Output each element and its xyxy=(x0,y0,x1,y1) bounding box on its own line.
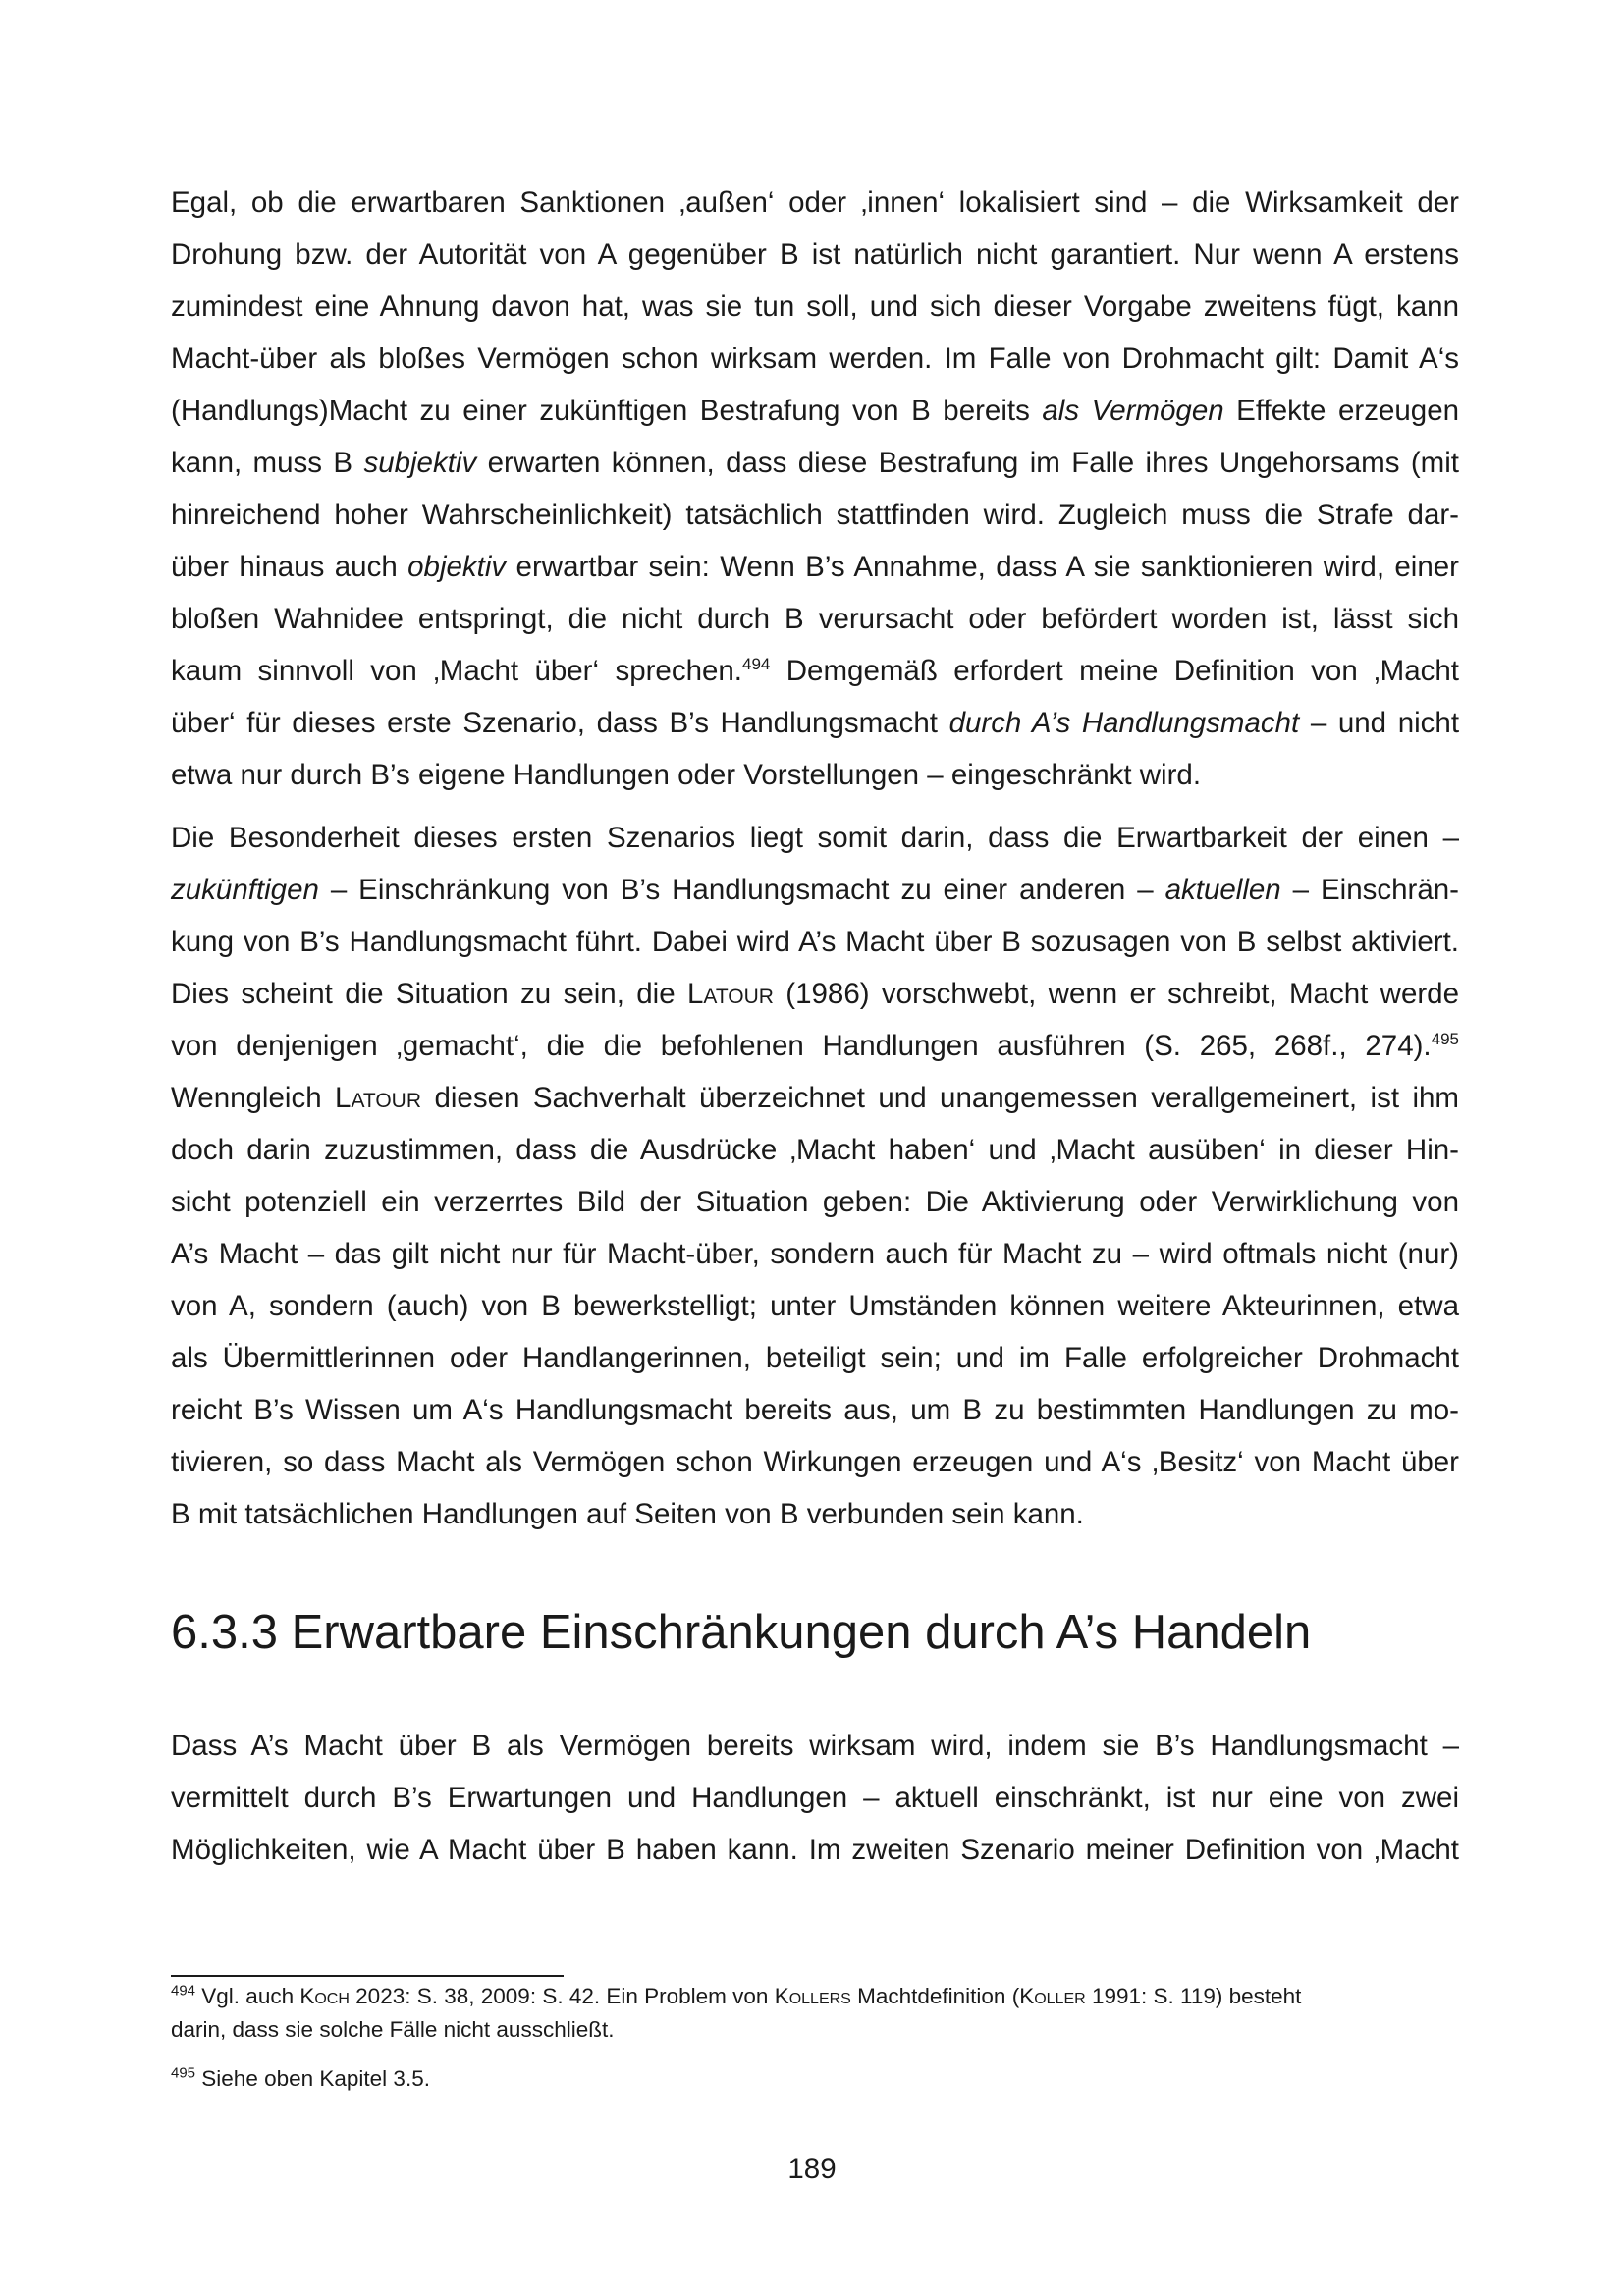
footnote-495 xyxy=(171,2062,1459,2096)
p2-line: tivieren, so dass Macht als Vermögen schon Wirkungen erzeugen und A‘s ‚Besitz‘ von Macht über xyxy=(171,1446,1459,1478)
footnote-ref-494[interactable]: 494 xyxy=(742,655,771,674)
page-number: 189 xyxy=(787,2153,837,2185)
p2-line: sicht potenziell ein verzerrtes Bild der Situation geben: Die Aktivierung oder Verwirklichung von xyxy=(171,1186,1459,1218)
p1-line: über hinaus auch objektiv erwartbar sein: Wenn B’s Annahme, dass A sie sanktionieren wird, einer xyxy=(171,551,1459,583)
p1-line: Egal, ob die erwartbaren Sanktionen ‚außen‘ oder ‚innen‘ lokalisiert sind – die Wirksamkeit der xyxy=(171,187,1459,219)
p1-line: etwa nur durch B’s eigene Handlungen oder Vorstellungen – eingeschränkt wird. xyxy=(171,759,1202,791)
p2-line: als Übermittlerinnen oder Handlangerinnen, beteiligt sein; und im Falle erfolgreicher Drohmacht xyxy=(171,1342,1459,1374)
author-kollers: Kollers xyxy=(774,1984,851,2008)
p2-line: zukünftigen – Einschränkung von B’s Handlungsmacht zu einer anderen – aktuellen – Einschrän- xyxy=(171,874,1459,906)
p2-line: Wenngleich Latour diesen Sachverhalt überzeichnet und unangemessen verallgemeinert, ist ihm xyxy=(171,1082,1459,1114)
author-latour: Latour xyxy=(686,978,774,1010)
p1-line: über‘ für dieses erste Szenario, dass B’s Handlungsmacht durch A’s Handlungsmacht – und nicht xyxy=(171,707,1460,739)
author-koller: Koller xyxy=(1019,1984,1086,2008)
footnote-line: darin, dass sie solche Fälle nicht ausschließt. xyxy=(171,2017,615,2042)
emphasis-zukuenftigen: zukünftigen xyxy=(171,874,319,906)
p1-line: Drohung bzw. der Autorität von A gegenüber B ist natürlich nicht garantiert. Nur wenn A erstens xyxy=(171,239,1459,271)
p2-line: von A, sondern (auch) von B bewerkstelligt; unter Umständen können weitere Akteurinnen, etwa xyxy=(171,1290,1459,1322)
p3-line: Dass A’s Macht über B als Vermögen bereits wirksam wird, indem sie B’s Handlungsmacht – xyxy=(171,1730,1459,1762)
p2-line: von denjenigen ‚gemacht‘, die die befohlenen Handlungen ausführen (S. 265, 268f., 274).$^{495}$ xyxy=(171,1030,1459,1062)
paragraph-second-scenario xyxy=(171,1720,1459,1876)
p2-line: Die Besonderheit dieses ersten Szenarios liegt somit darin, dass die Erwartbarkeit der einen – xyxy=(171,822,1459,854)
emphasis-durch-a-handlungsmacht: durch A’s Handlungsmacht xyxy=(948,707,1300,739)
p1-line: (Handlungs)Macht zu einer zukünftigen Bestrafung von B bereits als Vermögen Effekte erzeugen xyxy=(171,395,1460,427)
p2-line: doch darin zuzustimmen, dass die Ausdrücke ‚Macht haben‘ und ‚Macht ausüben‘ in dieser Hin- xyxy=(171,1134,1459,1166)
footnote-ref-495[interactable]: 495 xyxy=(1431,1030,1459,1049)
footnote-line: $^{495}$ Siehe oben Kapitel 3.5. xyxy=(171,2064,430,2091)
author-koch: Koch xyxy=(299,1984,350,2008)
footnote-separator xyxy=(171,1975,564,1977)
p1-line: kann, muss B subjektiv erwarten können, dass diese Bestrafung im Falle ihres Ungehorsams (mit xyxy=(171,447,1459,479)
author-latour: Latour xyxy=(335,1082,422,1114)
footnote-line: $^{494}$ Vgl. auch Koch 2023: S. 38, 2009: S. 42. Ein Problem von Kollers Machtdefinition (Koller 1991: S. 119) besteht xyxy=(171,1982,1302,2008)
footnote-number: 495 xyxy=(171,2064,196,2082)
p2-line: kung von B’s Handlungsmacht führt. Dabei wird A’s Macht über B sozusagen von B selbst aktiviert. xyxy=(171,926,1459,958)
p2-line: Dies scheint die Situation zu sein, die Latour (1986) vorschwebt, wenn er schreibt, Macht werde xyxy=(171,978,1459,1010)
emphasis-aktuellen: aktuellen xyxy=(1164,874,1281,906)
p2-line: reicht B’s Wissen um A‘s Handlungsmacht bereits aus, um B zu bestimmten Handlungen zu mo- xyxy=(171,1394,1459,1426)
footnote-number: 494 xyxy=(171,1982,196,2000)
paragraph-sanctions-effectiveness xyxy=(171,177,1459,801)
section-heading: 6.3.3 Erwartbare Einschränkungen durch A’s Handeln xyxy=(171,1606,1312,1659)
emphasis-als-vermoegen: als Vermögen xyxy=(1042,395,1224,427)
p3-line: Möglichkeiten, wie A Macht über B haben kann. Im zweiten Szenario meiner Definition von ‚Macht xyxy=(171,1834,1459,1866)
p1-line: Macht-über als bloßes Vermögen schon wirksam werden. Im Falle von Drohmacht gilt: Damit A‘s xyxy=(171,343,1459,375)
emphasis-subjektiv: subjektiv xyxy=(363,447,477,479)
p1-line: kaum sinnvoll von ‚Macht über‘ sprechen.$^{494}$ Demgemäß erfordert meine Definition von ‚Macht xyxy=(171,655,1459,687)
p1-line: hinreichend hoher Wahrscheinlichkeit) tatsächlich stattfinden wird. Zugleich muss die Strafe dar- xyxy=(171,499,1459,531)
p1-line: bloßen Wahnidee entspringt, die nicht durch B verursacht oder befördert worden ist, lässt sich xyxy=(171,603,1459,635)
footnote-494 xyxy=(171,1980,1459,2047)
p1-line: zumindest eine Ahnung davon hat, was sie tun soll, und sich dieser Vorgabe zweitens fügt, kann xyxy=(171,291,1459,323)
p2-line: B mit tatsächlichen Handlungen auf Seiten von B verbunden sein kann. xyxy=(171,1498,1084,1530)
p3-line: vermittelt durch B’s Erwartungen und Handlungen – aktuell einschränkt, ist nur eine von zwei xyxy=(171,1782,1459,1814)
paragraph-first-scenario xyxy=(171,812,1459,1540)
emphasis-objektiv: objektiv xyxy=(407,551,507,583)
p2-line: A’s Macht – das gilt nicht nur für Macht-über, sondern auch für Macht zu – wird oftmals nicht (nur) xyxy=(171,1238,1459,1270)
